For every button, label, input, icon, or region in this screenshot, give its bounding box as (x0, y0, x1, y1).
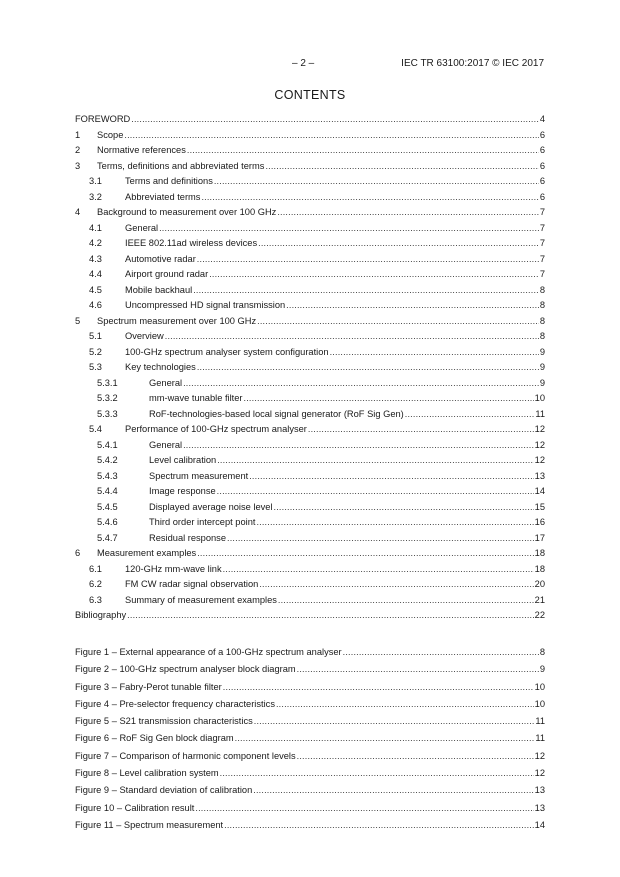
entry-title: Key technologies (125, 362, 196, 372)
figure-entry[interactable] (75, 800, 545, 817)
entry-page-number: 9 (539, 377, 545, 388)
toc-entry[interactable] (75, 515, 545, 531)
entry-title: Figure 3 – Fabry-Perot tunable filter (75, 681, 222, 692)
toc-entry[interactable] (75, 205, 545, 221)
toc-entry[interactable] (75, 593, 545, 609)
document-reference: IEC TR 63100:2017 © IEC 2017 (401, 58, 544, 69)
toc-entry[interactable] (75, 314, 545, 330)
toc-entry[interactable] (75, 531, 545, 547)
entry-page-number: 13 (534, 802, 545, 813)
entry-number: 4.1 (89, 222, 102, 233)
dot-leader (165, 329, 539, 345)
entry-page-number: 10 (534, 393, 545, 403)
entry-page-number: 17 (534, 532, 545, 543)
page-number: – 2 – (292, 58, 315, 69)
entry-title: RoF-technologies-based local signal generator (RoF Sig Gen) (149, 408, 404, 419)
entry-page-number: 11 (535, 408, 545, 419)
dot-leader (197, 546, 533, 562)
toc-entry[interactable] (75, 252, 545, 268)
entry-page-number: 14 (534, 819, 545, 830)
entry-page-number: 10 (534, 698, 545, 709)
dot-leader (209, 267, 539, 283)
entry-title: Figure 7 – Comparison of harmonic component levels (75, 750, 296, 761)
entry-title: Terms and definitions (125, 176, 213, 186)
entry-number: 5.4.4 (97, 486, 118, 496)
table-of-contents (75, 112, 545, 624)
toc-entry[interactable] (75, 546, 545, 562)
entry-page-number: 7 (539, 269, 545, 279)
entry-number: 3.2 (89, 191, 102, 202)
entry-page-number: 13 (534, 470, 545, 481)
entry-page-number: 14 (534, 486, 545, 496)
dot-leader (258, 236, 539, 252)
dot-leader (265, 159, 538, 175)
entry-title: IEEE 802.11ad wireless devices (125, 238, 258, 248)
entry-page-number: 11 (535, 733, 545, 744)
entry-number: 5.4.5 (97, 501, 118, 512)
entry-page-number: 7 (539, 253, 545, 264)
page-header (0, 58, 620, 74)
entry-title: FM CW radar signal observation (125, 579, 259, 589)
entry-title: Terms, definitions and abbreviated terms (97, 160, 265, 171)
entry-number: 6.2 (89, 579, 102, 589)
entry-number: 6 (75, 548, 81, 558)
toc-entry[interactable] (75, 345, 545, 361)
entry-page-number: 4 (539, 114, 545, 124)
dot-leader (183, 438, 534, 454)
entry-number: 4 (75, 207, 81, 217)
dot-leader (193, 283, 539, 299)
entry-number: 5.3.1 (97, 377, 118, 388)
dot-leader (297, 661, 539, 678)
entry-page-number: 18 (534, 563, 545, 574)
dot-leader (286, 298, 539, 314)
dot-leader (217, 484, 534, 500)
toc-entry[interactable] (75, 360, 545, 376)
entry-title: Displayed average noise level (149, 501, 273, 512)
entry-page-number: 20 (534, 579, 545, 589)
entry-title: Scope (97, 129, 124, 140)
entry-page-number: 16 (534, 517, 545, 527)
entry-title: Normative references (97, 145, 186, 155)
entry-page-number: 6 (539, 191, 545, 202)
entry-number: 5.4 (89, 424, 102, 434)
dot-leader (197, 252, 539, 268)
entry-page-number: 8 (539, 315, 545, 326)
entry-page-number: 12 (534, 439, 545, 450)
entry-title: Bibliography (75, 610, 127, 620)
entry-title: 100-GHz spectrum analyser system configuration (125, 346, 329, 357)
entry-title: Third order intercept point (149, 517, 256, 527)
toc-entry[interactable] (75, 608, 545, 624)
entry-title: Performance of 100-GHz spectrum analyser (125, 424, 307, 434)
entry-title: General (125, 222, 159, 233)
entry-title: FOREWORD (75, 114, 131, 124)
entry-title: Automotive radar (125, 253, 196, 264)
entry-number: 6.1 (89, 563, 102, 574)
entry-page-number: 9 (539, 362, 545, 372)
figure-entry[interactable] (75, 696, 545, 713)
entry-title: Measurement examples (97, 548, 197, 558)
entry-page-number: 6 (539, 129, 545, 140)
entry-title: Spectrum measurement over 100 GHz (97, 315, 257, 326)
dot-leader (276, 696, 534, 713)
figure-entry[interactable] (75, 644, 545, 661)
dot-leader (201, 190, 538, 206)
dot-leader (214, 174, 539, 190)
dot-leader (223, 562, 534, 578)
entry-number: 3.1 (89, 176, 102, 186)
figure-entry[interactable] (75, 765, 545, 782)
entry-number: 4.4 (89, 269, 102, 279)
entry-number: 5.4.3 (97, 470, 118, 481)
toc-entry[interactable] (75, 391, 545, 407)
entry-title: Figure 11 – Spectrum measurement (75, 819, 224, 830)
entry-number: 4.2 (89, 238, 102, 248)
entry-title: mm-wave tunable filter (149, 393, 243, 403)
entry-title: Figure 10 – Calibration result (75, 802, 195, 813)
entry-title: Figure 4 – Pre-selector frequency characteristics (75, 698, 275, 709)
entry-title: General (149, 439, 183, 450)
dot-leader (253, 782, 533, 799)
dot-leader (405, 407, 535, 423)
entry-title: Level calibration (149, 455, 217, 465)
dot-leader (277, 205, 539, 221)
toc-entry[interactable] (75, 577, 545, 593)
entry-number: 5.3.3 (97, 408, 118, 419)
dot-leader (256, 515, 533, 531)
entry-number: 6.3 (89, 594, 102, 605)
figure-entry[interactable] (75, 679, 545, 696)
entry-number: 5.4.7 (97, 532, 118, 543)
entry-title: Figure 1 – External appearance of a 100-GHz spectrum analyser (75, 647, 342, 657)
entry-page-number: 21 (534, 594, 545, 605)
toc-entry[interactable] (75, 453, 545, 469)
entry-title: Airport ground radar (125, 269, 209, 279)
entry-page-number: 8 (539, 647, 545, 657)
dot-leader (127, 608, 533, 624)
entry-title: Abbreviated terms (125, 191, 201, 202)
dot-leader (183, 376, 539, 392)
entry-title: Figure 2 – 100-GHz spectrum analyser block diagram (75, 664, 296, 675)
dot-leader (278, 593, 534, 609)
dot-leader (254, 713, 535, 730)
toc-entry[interactable] (75, 221, 545, 237)
entry-page-number: 12 (534, 768, 545, 779)
entry-page-number: 18 (534, 548, 545, 558)
entry-title: Figure 8 – Level calibration system (75, 768, 219, 779)
dot-leader (195, 800, 533, 817)
entry-page-number: 7 (539, 207, 545, 217)
dot-leader (259, 577, 533, 593)
entry-page-number: 8 (539, 300, 545, 310)
dot-leader (124, 128, 538, 144)
entry-number: 5.1 (89, 331, 102, 341)
entry-page-number: 11 (535, 716, 545, 727)
entry-page-number: 15 (534, 501, 545, 512)
dot-leader (187, 143, 539, 159)
dot-leader (220, 765, 534, 782)
toc-entry[interactable] (75, 484, 545, 500)
entry-page-number: 7 (539, 222, 545, 233)
toc-entry[interactable] (75, 174, 545, 190)
toc-entry[interactable] (75, 422, 545, 438)
entry-page-number: 8 (539, 284, 545, 295)
figure-entry[interactable] (75, 817, 545, 834)
toc-entry[interactable] (75, 438, 545, 454)
entry-page-number: 8 (539, 331, 545, 341)
entry-number: 5.4.6 (97, 517, 118, 527)
dot-leader (227, 531, 534, 547)
entry-number: 4.5 (89, 284, 102, 295)
entry-title: Mobile backhaul (125, 284, 193, 295)
figure-entry[interactable] (75, 730, 545, 747)
entry-number: 2 (75, 145, 81, 155)
entry-title: Background to measurement over 100 GHz (97, 207, 277, 217)
entry-title: Uncompressed HD signal transmission (125, 300, 286, 310)
dot-leader (235, 730, 535, 747)
entry-page-number: 12 (534, 424, 545, 434)
entry-page-number: 9 (539, 346, 545, 357)
dot-leader (297, 748, 534, 765)
entry-number: 5.4.1 (97, 439, 118, 450)
list-of-figures (75, 644, 545, 834)
toc-entry[interactable] (75, 159, 545, 175)
entry-title: Figure 5 – S21 transmission characteristics (75, 716, 253, 727)
entry-page-number: 6 (539, 176, 545, 186)
page-title: CONTENTS (274, 88, 346, 102)
toc-entry[interactable] (75, 562, 545, 578)
entry-title: Image response (149, 486, 216, 496)
entry-page-number: 13 (534, 785, 545, 796)
dot-leader (274, 500, 534, 516)
dot-leader (223, 679, 534, 696)
entry-number: 4.3 (89, 253, 102, 264)
dot-leader (330, 345, 539, 361)
dot-leader (343, 644, 539, 661)
entry-number: 5 (75, 315, 81, 326)
figure-entry[interactable] (75, 713, 545, 730)
entry-number: 5.3.2 (97, 393, 118, 403)
entry-page-number: 12 (534, 455, 545, 465)
toc-entry[interactable] (75, 236, 545, 252)
toc-entry[interactable] (75, 376, 545, 392)
toc-entry[interactable] (75, 128, 545, 144)
figure-entry[interactable] (75, 661, 545, 678)
toc-entry[interactable] (75, 283, 545, 299)
figure-entry[interactable] (75, 748, 545, 765)
dot-leader (131, 112, 539, 128)
entry-number: 4.6 (89, 300, 102, 310)
dot-leader (217, 453, 533, 469)
toc-entry[interactable] (75, 407, 545, 423)
entry-page-number: 12 (534, 750, 545, 761)
entry-page-number: 10 (534, 681, 545, 692)
entry-page-number: 6 (539, 160, 545, 171)
dot-leader (249, 469, 533, 485)
dot-leader (224, 817, 534, 834)
toc-entry[interactable] (75, 267, 545, 283)
dot-leader (244, 391, 534, 407)
toc-entry[interactable] (75, 190, 545, 206)
entry-number: 5.3 (89, 362, 102, 372)
entry-page-number: 6 (539, 145, 545, 155)
entry-page-number: 9 (539, 664, 545, 675)
entry-number: 3 (75, 160, 81, 171)
entry-number: 1 (75, 129, 81, 140)
toc-entry[interactable] (75, 329, 545, 345)
entry-title: Figure 9 – Standard deviation of calibration (75, 785, 253, 796)
entry-title: Summary of measurement examples (125, 594, 277, 605)
entry-number: 5.2 (89, 346, 102, 357)
toc-entry[interactable] (75, 112, 545, 128)
entry-page-number: 7 (539, 238, 545, 248)
dot-leader (197, 360, 539, 376)
entry-title: Spectrum measurement (149, 470, 249, 481)
dot-leader (257, 314, 539, 330)
toc-entry[interactable] (75, 298, 545, 314)
dot-leader (308, 422, 534, 438)
toc-entry[interactable] (75, 469, 545, 485)
toc-entry[interactable] (75, 143, 545, 159)
entry-title: Overview (125, 331, 164, 341)
dot-leader (159, 221, 539, 237)
toc-entry[interactable] (75, 500, 545, 516)
entry-page-number: 22 (534, 610, 545, 620)
figure-entry[interactable] (75, 782, 545, 799)
entry-title: General (149, 377, 183, 388)
entry-title: Figure 6 – RoF Sig Gen block diagram (75, 733, 234, 744)
entry-title: 120-GHz mm-wave link (125, 563, 222, 574)
entry-number: 5.4.2 (97, 455, 118, 465)
entry-title: Residual response (149, 532, 227, 543)
